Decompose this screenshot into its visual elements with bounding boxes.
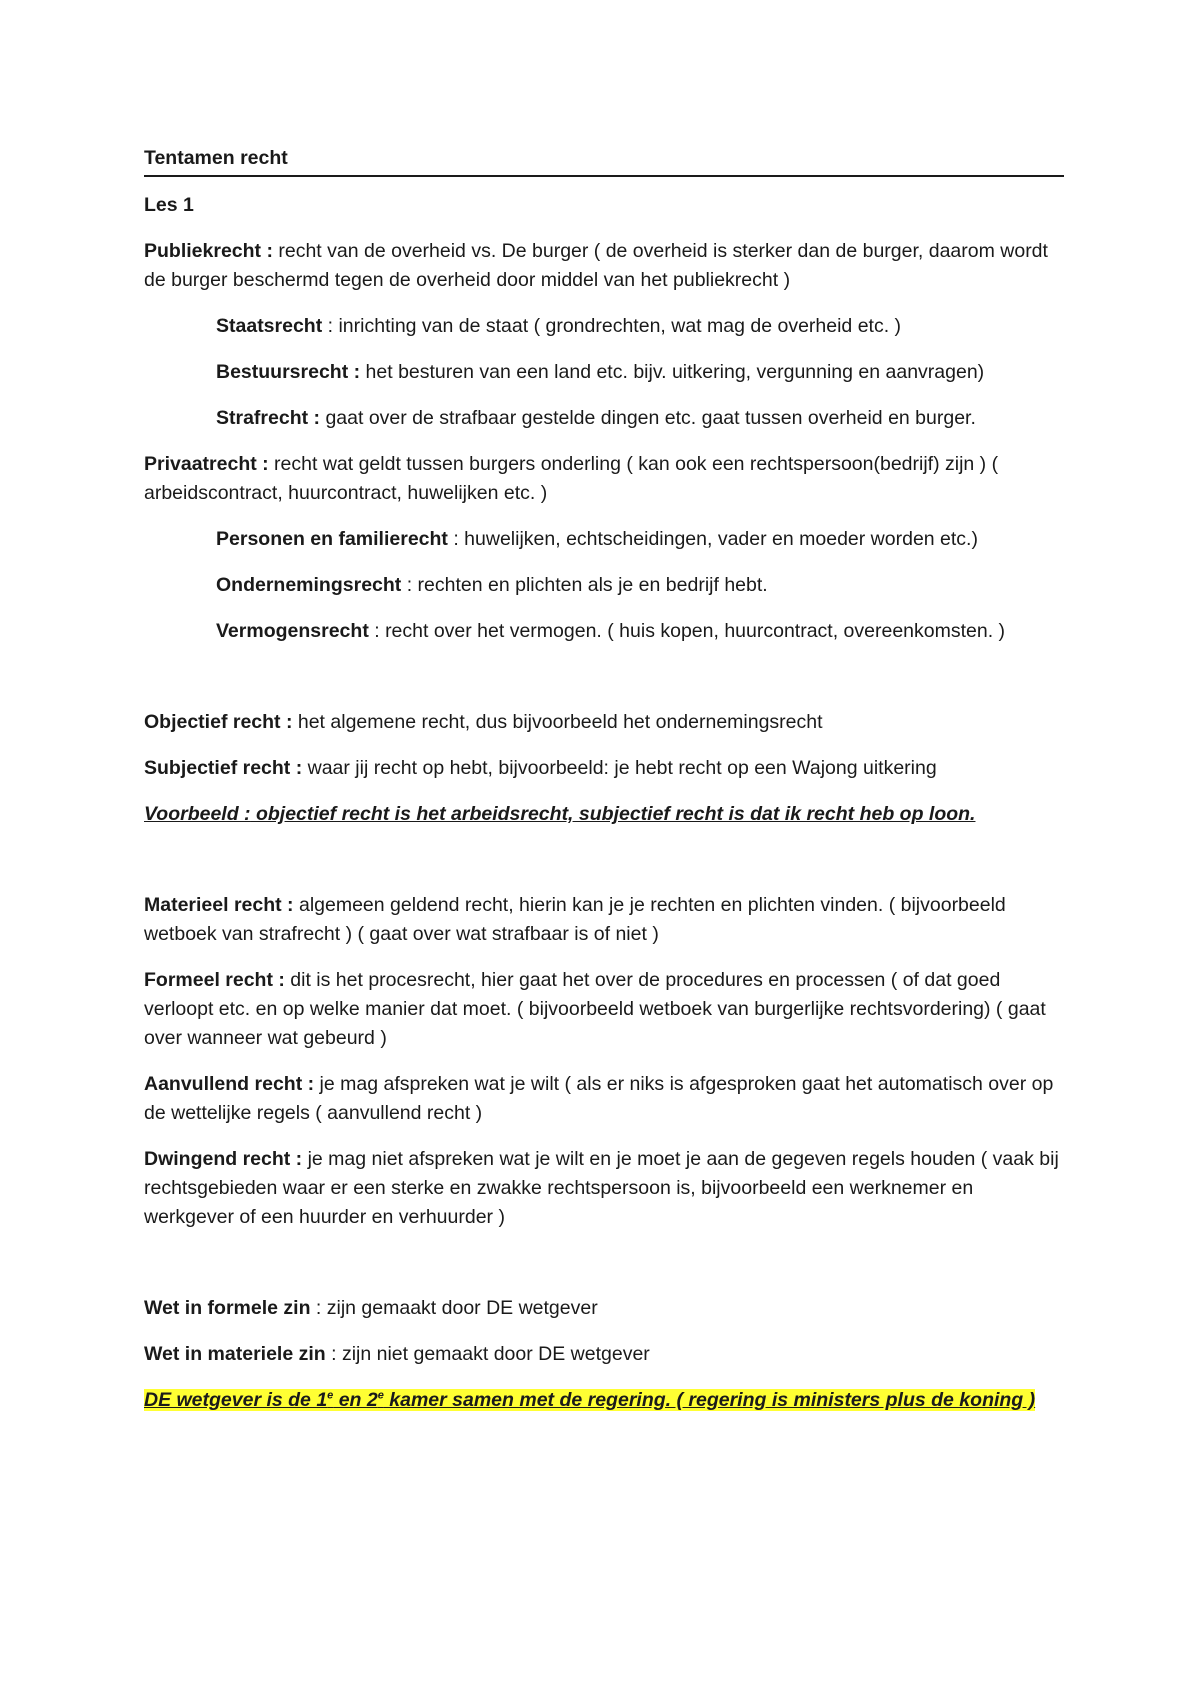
materieel-paragraph: Materieel recht : algemeen geldend recht, hierin kan je je rechten en plichten vinden. ( bijvoorbeeld wetboek van strafrecht ) ( gaat over wat strafbaar is of niet ) bbox=[144, 894, 1006, 945]
wetgever-highlight: DE wetgever is de 1e en 2e kamer samen met de regering. ( regering is ministers plus de koning ) bbox=[144, 1389, 1036, 1411]
document-page bbox=[144, 144, 1064, 1432]
wet-materieel-paragraph: Wet in materiele zin : zijn niet gemaakt door DE wetgever bbox=[144, 1343, 650, 1365]
staatsrecht-paragraph: Staatsrecht : inrichting van de staat ( grondrechten, wat mag de overheid etc. ) bbox=[216, 315, 902, 337]
dwingend-paragraph: Dwingend recht : je mag niet afspreken wat je wilt en je moet je aan de gegeven regels houden ( vaak bij rechtsgebieden waar er een sterke en zwakke rechtspersoon is, bijvoorbeeld een werknemer en werkgever of een huurder en verhuurder ) bbox=[144, 1148, 1059, 1228]
document-title: Tentamen recht bbox=[144, 147, 288, 169]
spacer bbox=[144, 663, 1064, 708]
title-row bbox=[144, 144, 1064, 177]
bestuursrecht-paragraph: Bestuursrecht : het besturen van een land etc. bijv. uitkering, vergunning en aanvragen) bbox=[216, 361, 985, 383]
vermogensrecht-paragraph: Vermogensrecht : recht over het vermogen. ( huis kopen, huurcontract, overeenkomsten. ) bbox=[216, 620, 1006, 642]
lesson-heading: Les 1 bbox=[144, 194, 194, 216]
privaatrecht-paragraph bbox=[144, 450, 1064, 508]
subjectief-paragraph: Subjectief recht : waar jij recht op hebt, bijvoorbeeld: je hebt recht op een Wajong uitkering bbox=[144, 757, 937, 779]
publiekrecht-term: Publiekrecht : bbox=[144, 240, 273, 262]
wetgever-highlight-paragraph bbox=[144, 1386, 1064, 1415]
ondernemingsrecht-paragraph: Ondernemingsrecht : rechten en plichten als je en bedrijf hebt. bbox=[216, 574, 768, 596]
publiekrecht-paragraph bbox=[144, 237, 1064, 295]
wet-formeel-paragraph: Wet in formele zin : zijn gemaakt door DE wetgever bbox=[144, 1297, 598, 1319]
personenrecht-paragraph: Personen en familierecht : huwelijken, echtscheidingen, vader en moeder worden etc.) bbox=[216, 528, 978, 550]
spacer bbox=[144, 1249, 1064, 1294]
objectief-paragraph: Objectief recht : het algemene recht, dus bijvoorbeeld het ondernemingsrecht bbox=[144, 711, 823, 733]
spacer bbox=[144, 846, 1064, 891]
formeel-paragraph: Formeel recht : dit is het procesrecht, hier gaat het over de procedures en processen ( of dat goed verloopt etc. en op welke manier dat moet. ( bijvoorbeeld wetboek van burgerlijke rechtsvordering) ( gaat over wanneer wat gebeurd ) bbox=[144, 969, 1046, 1049]
voorbeeld-paragraph: Voorbeeld : objectief recht is het arbeidsrecht, subjectief recht is dat ik recht heb op loon. bbox=[144, 803, 976, 825]
privaatrecht-text: recht wat geldt tussen burgers onderling ( kan ook een rechtspersoon(bedrijf) zijn ) ( arbeidscontract, huurcontract, huwelijken etc. ) bbox=[144, 453, 999, 504]
aanvullend-paragraph: Aanvullend recht : je mag afspreken wat je wilt ( als er niks is afgesproken gaat het automatisch over op de wettelijke regels ( aanvullend recht ) bbox=[144, 1073, 1054, 1124]
publiekrecht-text: recht van de overheid vs. De burger ( de overheid is sterker dan de burger, daarom wordt de burger beschermd tegen de overheid door middel van het publiekrecht ) bbox=[144, 240, 1048, 291]
strafrecht-paragraph: Strafrecht : gaat over de strafbaar gestelde dingen etc. gaat tussen overheid en burger. bbox=[216, 407, 976, 429]
privaatrecht-term: Privaatrecht : bbox=[144, 453, 269, 475]
